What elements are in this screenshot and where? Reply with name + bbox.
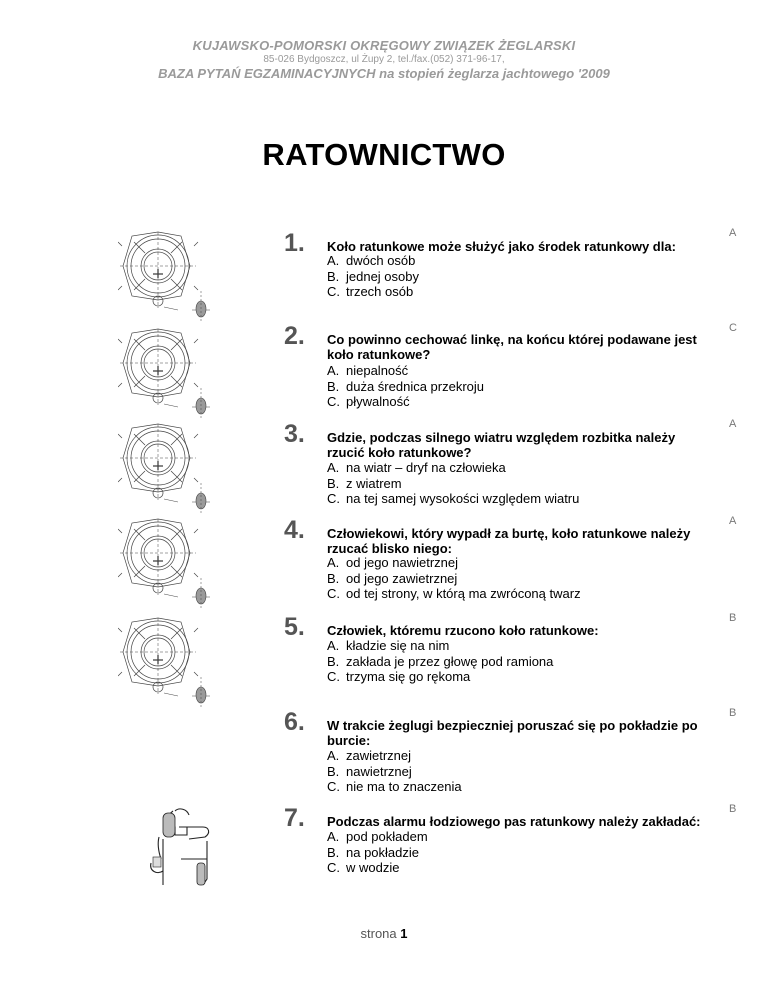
page-title: RATOWNICTWO xyxy=(262,137,506,172)
answer-option xyxy=(327,845,428,861)
answer-option xyxy=(327,491,579,507)
correct-answer: B xyxy=(729,707,737,719)
question-number: 1. xyxy=(284,229,305,257)
answer-options xyxy=(327,460,579,507)
option-letter: A. xyxy=(327,555,340,570)
question-text: Koło ratunkowe może służyć jako środek ratunkowy dla: xyxy=(327,239,676,254)
lifebuoy-icon xyxy=(118,614,228,714)
question-number: 4. xyxy=(284,516,305,544)
option-letter: A. xyxy=(327,460,340,475)
option-text: zakłada je przez głowę pod ramiona xyxy=(346,653,554,669)
answer-options xyxy=(327,748,462,795)
answer-option xyxy=(327,555,581,571)
page-number: 1 xyxy=(400,926,408,941)
answer-options xyxy=(327,555,581,602)
option-text: kładzie się na nim xyxy=(346,638,450,653)
option-text: na pokładzie xyxy=(346,844,419,860)
option-letter: C. xyxy=(327,669,340,684)
option-text: duża średnica przekroju xyxy=(346,378,485,394)
option-letter: B. xyxy=(327,378,340,394)
option-text: na wiatr – dryf na człowieka xyxy=(346,460,506,475)
answer-options xyxy=(327,638,553,685)
answer-option xyxy=(327,460,579,476)
answer-option xyxy=(327,669,553,685)
correct-answer: B xyxy=(729,803,737,815)
option-text: zawietrznej xyxy=(346,748,412,763)
question-number: 6. xyxy=(284,708,305,736)
header-address: 85-026 Bydgoszcz, ul Żupy 2, tel./fax.(052) 371-96-17, xyxy=(263,54,505,65)
document-header xyxy=(0,38,768,81)
answer-option xyxy=(327,748,462,764)
option-letter: C. xyxy=(327,284,340,299)
answer-option xyxy=(327,476,579,492)
header-base: BAZA PYTAŃ EGZAMINACYJNYCH na stopień żeglarza jachtowego '2009 xyxy=(158,66,610,81)
lifebuoy-icon xyxy=(118,325,228,425)
option-letter: C. xyxy=(327,779,340,794)
answer-option xyxy=(327,829,428,845)
answer-option xyxy=(327,586,581,602)
option-letter: B. xyxy=(327,570,340,586)
answer-option xyxy=(327,379,484,395)
question-number: 3. xyxy=(284,420,305,448)
question-text: W trakcie żeglugi bezpieczniej poruszać się po pokładzie po burcie: xyxy=(327,718,698,748)
option-text: nie ma to znaczenia xyxy=(346,779,462,794)
option-text: od tej strony, w którą ma zwróconą twarz xyxy=(346,586,581,601)
answer-option xyxy=(327,394,484,410)
question-text: Człowiek, któremu rzucono koło ratunkowe: xyxy=(327,623,599,638)
option-letter: B. xyxy=(327,268,340,284)
option-letter: A. xyxy=(327,748,340,763)
header-org: KUJAWSKO-POMORSKI OKRĘGOWY ZWIĄZEK ŻEGLARSKI xyxy=(192,38,576,53)
question-text: Gdzie, podczas silnego wiatru względem rozbitka należy rzucić koło ratunkowe? xyxy=(327,430,676,460)
answer-option xyxy=(327,654,553,670)
option-letter: C. xyxy=(327,586,340,601)
answer-option xyxy=(327,571,581,587)
option-letter: B. xyxy=(327,653,340,669)
option-letter: B. xyxy=(327,844,340,860)
question-number: 2. xyxy=(284,322,305,350)
correct-answer: B xyxy=(729,612,737,624)
question-text: Człowiekowi, który wypadł za burtę, koło ratunkowe należy rzucać blisko niego: xyxy=(327,526,691,556)
answer-options xyxy=(327,363,484,410)
answer-option xyxy=(327,253,419,269)
option-letter: A. xyxy=(327,253,340,268)
question-number: 5. xyxy=(284,613,305,641)
option-letter: B. xyxy=(327,763,340,779)
answer-options xyxy=(327,253,419,300)
option-text: z wiatrem xyxy=(346,475,402,491)
answer-option xyxy=(327,764,462,780)
option-text: w wodzie xyxy=(346,860,400,875)
option-letter: C. xyxy=(327,860,340,875)
correct-answer: C xyxy=(729,322,737,334)
answer-option xyxy=(327,284,419,300)
option-text: trzech osób xyxy=(346,284,414,299)
question-text: Podczas alarmu łodziowego pas ratunkowy należy zakładać: xyxy=(327,814,701,829)
lifebuoy-icon xyxy=(118,228,228,328)
answer-option xyxy=(327,638,553,654)
question-number: 7. xyxy=(284,804,305,832)
correct-answer: A xyxy=(729,227,737,239)
option-letter: C. xyxy=(327,394,340,409)
answer-option xyxy=(327,363,484,379)
option-text: dwóch osób xyxy=(346,253,416,268)
correct-answer: A xyxy=(729,418,737,430)
question-text: Co powinno cechować linkę, na końcu której podawane jest koło ratunkowe? xyxy=(327,332,697,362)
option-text: na tej samej wysokości względem wiatru xyxy=(346,491,580,506)
lifebuoy-icon xyxy=(118,515,228,615)
option-text: niepalność xyxy=(346,363,409,378)
answer-option xyxy=(327,860,428,876)
option-text: nawietrznej xyxy=(346,763,412,779)
option-letter: A. xyxy=(327,638,340,653)
option-text: pod pokładem xyxy=(346,829,428,844)
option-letter: C. xyxy=(327,491,340,506)
page-footer xyxy=(0,926,768,941)
option-text: od jego zawietrznej xyxy=(346,570,458,586)
life-jacket-icon xyxy=(145,805,225,892)
lifebuoy-icon xyxy=(118,420,228,520)
answer-options xyxy=(327,829,428,876)
option-text: pływalność xyxy=(346,394,410,409)
answer-option xyxy=(327,779,462,795)
option-text: jednej osoby xyxy=(346,268,419,284)
footer-label: strona xyxy=(360,926,397,941)
answer-option xyxy=(327,269,419,285)
correct-answer: A xyxy=(729,515,737,527)
option-letter: A. xyxy=(327,829,340,844)
option-letter: A. xyxy=(327,363,340,378)
option-letter: B. xyxy=(327,475,340,491)
option-text: trzyma się go rękoma xyxy=(346,669,471,684)
option-text: od jego nawietrznej xyxy=(346,555,459,570)
